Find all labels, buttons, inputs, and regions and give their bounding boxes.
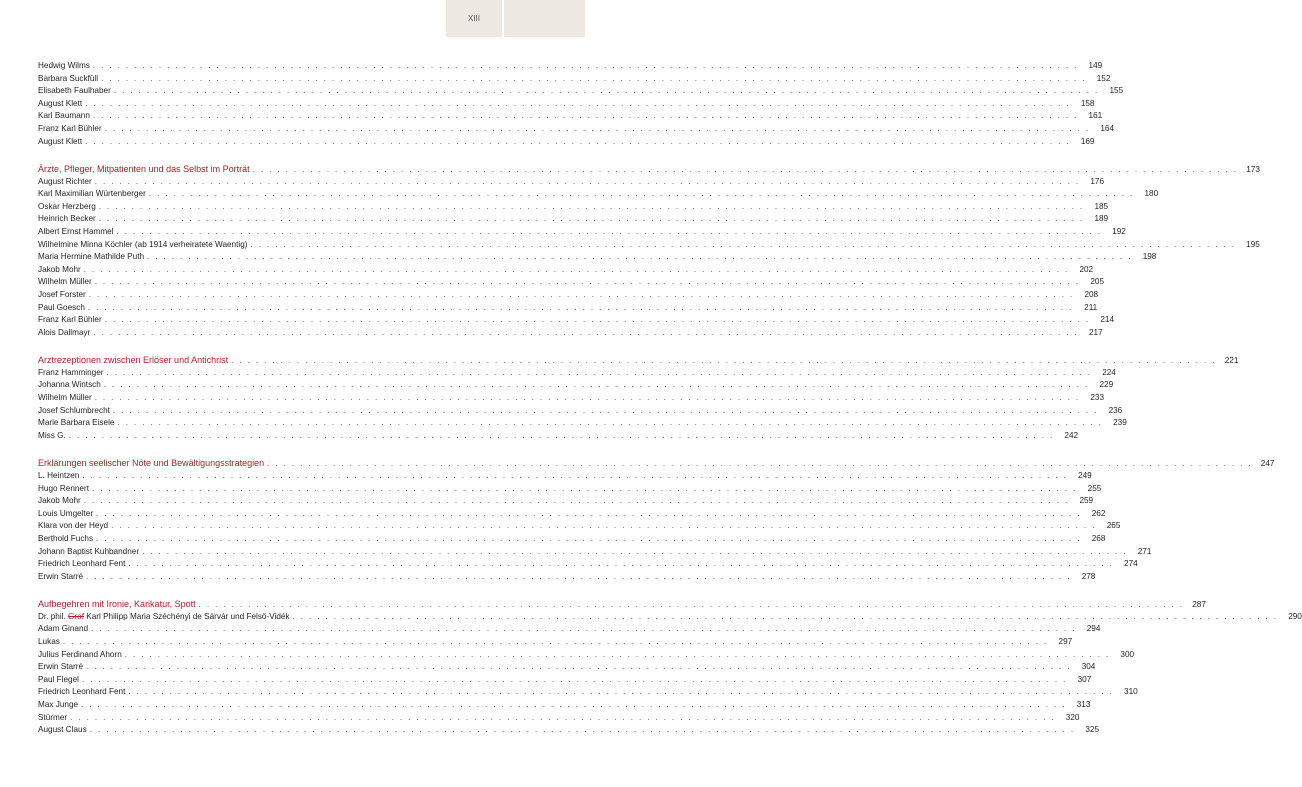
toc-entry-title: Erwin Starré — [38, 571, 84, 581]
toc-entry-page: 149 — [1088, 61, 1103, 70]
toc-entry-page: 192 — [1112, 227, 1126, 237]
toc-entry[interactable] — [38, 302, 1098, 315]
toc-entry-page: 255 — [1087, 483, 1102, 493]
toc-entry[interactable] — [38, 85, 1124, 98]
toc-entry-title — [38, 611, 293, 624]
dot-leader: . . . . . . . . . . . . . . . . . . . . . . . . . . . . . . . . . . . . . . . . . . . . . . . . . . . . . . . . . . . . . . . . . . . . . . . . . . . . . . . . . . . . . . . . . . . . . . . . . . . . . . . . . . . . . . . . . . . . . . . . — [231, 355, 1217, 365]
toc-entry[interactable] — [38, 623, 1101, 636]
dot-leader: . . . . . . . . . . . . . . . . . . . . . . . . . . . . . . . . . . . . . . . . . . . . . . . . . . . . . . . . . . . . . . . . . . . . . . . . . . . . . . . . . . . . . . . . . . . . . . . . . . . . . . . . . . . . . . . . . . . . . . . . — [116, 227, 1102, 237]
toc-entry-page: 300 — [1120, 649, 1135, 659]
toc-entry-title: Karl Baumann — [38, 111, 90, 121]
toc-entry-page: 274 — [1124, 559, 1138, 569]
toc-entry-page: 307 — [1077, 674, 1092, 684]
toc-entry-page: 297 — [1058, 636, 1073, 646]
dot-leader: . . . . . . . . . . . . . . . . . . . . . . . . . . . . . . . . . . . . . . . . . . . . . . . . . . . . . . . . . . . . . . . . . . . . . . . . . . . . . . . . . . . . . . . . . . . . . . . . . . . . . . . . . . . . . . . . . . . . . . . . — [68, 430, 1055, 440]
toc-section-heading-page: 221 — [1224, 355, 1239, 365]
dot-leader: . . . . . . . . . . . . . . . . . . . . . . . . . . . . . . . . . . . . . . . . . . . . . . . . . . . . . . . . . . . . . . . . . . . . . . . . . . . . . . . . . . . . . . . . . . . . . . . . . . . . . . . . . . . . . . . . . . . . . . . . — [96, 508, 1082, 518]
dot-leader: . . . . . . . . . . . . . . . . . . . . . . . . . . . . . . . . . . . . . . . . . . . . . . . . . . . . . . . . . . . . . . . . . . . . . . . . . . . . . . . . . . . . . . . . . . . . . . . . . . . . . . . . . . . . . . . . . . . . . . . . — [91, 624, 1077, 634]
toc-entry-title: Heinrich Becker — [38, 214, 96, 224]
toc-entry-title: Friedrich Leonhard Fent — [38, 687, 126, 697]
toc-entry-title: Maria Hermine Mathilde Puth — [38, 252, 145, 262]
toc-entry-title: Adam Ginand — [38, 624, 89, 634]
toc-entry-title: Miss G. — [38, 430, 66, 440]
toc-entry[interactable] — [38, 327, 1103, 340]
toc-entry[interactable] — [38, 649, 1135, 662]
toc-section-heading[interactable] — [38, 456, 1275, 470]
toc-entry-title: Max Junge — [38, 699, 79, 709]
toc-entry-page: 189 — [1094, 214, 1109, 224]
toc-entry[interactable] — [38, 276, 1105, 289]
toc-entry-title: Julius Ferdinand Ahorn — [38, 649, 122, 659]
toc-entry[interactable] — [38, 611, 1302, 624]
toc-entry-title: Wilhelm Müller — [38, 277, 92, 287]
toc-entry-title: Wilhelm Müller — [38, 393, 92, 403]
toc-entry[interactable] — [38, 264, 1094, 277]
toc-entry-title: Albert Ernst Hammel — [38, 227, 114, 237]
dot-leader: . . . . . . . . . . . . . . . . . . . . . . . . . . . . . . . . . . . . . . . . . . . . . . . . . . . . . . . . . . . . . . . . . . . . . . . . . . . . . . . . . . . . . . . . . . . . . . . . . . . . . . . . . . . . . . . . . . . . . . . . — [111, 521, 1097, 531]
toc-entry-title: Paul Flegel — [38, 674, 79, 684]
dot-leader: . . . . . . . . . . . . . . . . . . . . . . . . . . . . . . . . . . . . . . . . . . . . . . . . . . . . . . . . . . . . . . . . . . . . . . . . . . . . . . . . . . . . . . . . . . . . . . . . . . . . . . . . . . . . . . . . . . . . . . . . — [70, 712, 1056, 722]
toc-entry-title: Josef Schlumbrecht — [38, 405, 110, 415]
toc-entry-title: August Klett — [38, 98, 83, 108]
dot-leader: . . . . . . . . . . . . . . . . . . . . . . . . . . . . . . . . . . . . . . . . . . . . . . . . . . . . . . . . . . . . . . . . . . . . . . . . . . . . . . . . . . . . . . . . . . . . . . . . . . . . . . . . . . . . . . . . . . . . . . . . — [92, 111, 1079, 121]
toc-entry-title: Klara von der Heyd — [38, 521, 109, 531]
toc-entry-title: Wilhelmine Minna Köchler (ab 1914 verheiratete Waentig) — [38, 239, 248, 249]
dot-leader: . . . . . . . . . . . . . . . . . . . . . . . . . . . . . . . . . . . . . . . . . . . . . . . . . . . . . . . . . . . . . . . . . . . . . . . . . . . . . . . . . . . . . . . . . . . . . . . . . . . . . . . . . . . . . . . . . . . . . . . . — [117, 418, 1103, 428]
toc-entry[interactable] — [38, 724, 1100, 737]
toc-entry-page: 262 — [1091, 508, 1106, 518]
dot-leader: . . . . . . . . . . . . . . . . . . . . . . . . . . . . . . . . . . . . . . . . . . . . . . . . . . . . . . . . . . . . . . . . . . . . . . . . . . . . . . . . . . . . . . . . . . . . . . . . . . . . . . . . . . . . . . . . . . . . . . . . — [292, 611, 1278, 621]
toc-entry-page: 214 — [1100, 315, 1115, 325]
toc-entry[interactable] — [38, 533, 1106, 546]
toc-entry-page: 211 — [1084, 302, 1098, 312]
toc-entry-page: 169 — [1080, 136, 1095, 146]
toc-section-heading-title: Erklärungen seelischer Nöte und Bewältigungsstrategien — [38, 457, 265, 468]
toc-entry-title: Karl Maximilian Würtenberger — [38, 189, 146, 199]
toc-entry[interactable] — [38, 558, 1138, 571]
toc-entry[interactable] — [38, 571, 1096, 584]
dot-leader: . . . . . . . . . . . . . . . . . . . . . . . . . . . . . . . . . . . . . . . . . . . . . . . . . . . . . . . . . . . . . . . . . . . . . . . . . . . . . . . . . . . . . . . . . . . . . . . . . . . . . . . . . . . . . . . . . . . . . . . . — [83, 496, 1070, 506]
toc-entry-page: 259 — [1079, 496, 1094, 506]
dot-leader: . . . . . . . . . . . . . . . . . . . . . . . . . . . . . . . . . . . . . . . . . . . . . . . . . . . . . . . . . . . . . . . . . . . . . . . . . . . . . . . . . . . . . . . . . . . . . . . . . . . . . . . . . . . . . . . . . . . . . . . . — [198, 599, 1184, 609]
toc-entry-page: 185 — [1094, 201, 1109, 211]
toc-section-heading-page: 173 — [1246, 164, 1260, 174]
toc-entry[interactable] — [38, 417, 1127, 430]
toc-entry-title: Hugo Rennert — [38, 483, 89, 493]
toc-section-heading-title: Arztrezeptionen zwischen Erlöser und Antichrist — [38, 354, 229, 365]
toc-section-heading-page: 287 — [1192, 599, 1206, 609]
dot-leader: . . . . . . . . . . . . . . . . . . . . . . . . . . . . . . . . . . . . . . . . . . . . . . . . . . . . . . . . . . . . . . . . . . . . . . . . . . . . . . . . . . . . . . . . . . . . . . . . . . . . . . . . . . . . . . . . . . . . . . . . — [82, 470, 1068, 480]
toc-entry[interactable] — [38, 314, 1115, 327]
toc-entry[interactable] — [38, 470, 1092, 483]
toc-entry[interactable] — [38, 60, 1103, 73]
toc-entry-title: Marie Barbara Eisele — [38, 418, 115, 428]
toc-entry[interactable] — [38, 483, 1102, 496]
toc-entry-title: Hedwig Wilms — [38, 61, 90, 70]
dot-leader: . . . . . . . . . . . . . . . . . . . . . . . . . . . . . . . . . . . . . . . . . . . . . . . . . . . . . . . . . . . . . . . . . . . . . . . . . . . . . . . . . . . . . . . . . . . . . . . . . . . . . . . . . . . . . . . . . . . . . . . . — [93, 327, 1079, 337]
toc-entry-title: August Richter — [38, 176, 92, 186]
toc-section-heading[interactable] — [38, 162, 1260, 176]
toc-entry-page: 158 — [1080, 98, 1095, 108]
toc-entry-page: 313 — [1076, 699, 1091, 709]
toc-entry-page: 152 — [1096, 73, 1111, 83]
toc-entry-page: 217 — [1088, 327, 1103, 337]
dot-leader: . . . . . . . . . . . . . . . . . . . . . . . . . . . . . . . . . . . . . . . . . . . . . . . . . . . . . . . . . . . . . . . . . . . . . . . . . . . . . . . . . . . . . . . . . . . . . . . . . . . . . . . . . . . . . . . . . . . . . . . . — [89, 725, 1076, 735]
dot-leader: . . . . . . . . . . . . . . . . . . . . . . . . . . . . . . . . . . . . . . . . . . . . . . . . . . . . . . . . . . . . . . . . . . . . . . . . . . . . . . . . . . . . . . . . . . . . . . . . . . . . . . . . . . . . . . . . . . . . . . . . — [98, 214, 1085, 224]
toc-entry[interactable] — [38, 392, 1105, 405]
toc-entry-page: 208 — [1084, 290, 1099, 299]
toc-entry[interactable] — [38, 430, 1079, 443]
toc-entry-page: 320 — [1065, 712, 1080, 722]
dot-leader: . . . . . . . . . . . . . . . . . . . . . . . . . . . . . . . . . . . . . . . . . . . . . . . . . . . . . . . . . . . . . . . . . . . . . . . . . . . . . . . . . . . . . . . . . . . . . . . . . . . . . . . . . . . . . . . . . . . . . . . . — [85, 136, 1071, 146]
dot-leader: . . . . . . . . . . . . . . . . . . . . . . . . . . . . . . . . . . . . . . . . . . . . . . . . . . . . . . . . . . . . . . . . . . . . . . . . . . . . . . . . . . . . . . . . . . . . . . . . . . . . . . . . . . . . . . . . . . . . . . . . — [81, 699, 1067, 709]
dot-leader: . . . . . . . . . . . . . . . . . . . . . . . . . . . . . . . . . . . . . . . . . . . . . . . . . . . . . . . . . . . . . . . . . . . . . . . . . . . . . . . . . . . . . . . . . . . . . . . . . . . . . . . . . . . . . . . . . . . . . . . . — [103, 380, 1090, 390]
dot-leader: . . . . . . . . . . . . . . . . . . . . . . . . . . . . . . . . . . . . . . . . . . . . . . . . . . . . . . . . . . . . . . . . . . . . . . . . . . . . . . . . . . . . . . . . . . . . . . . . . . . . . . . . . . . . . . . . . . . . . . . . — [88, 290, 1075, 299]
dot-leader: . . . . . . . . . . . . . . . . . . . . . . . . . . . . . . . . . . . . . . . . . . . . . . . . . . . . . . . . . . . . . . . . . . . . . . . . . . . . . . . . . . . . . . . . . . . . . . . . . . . . . . . . . . . . . . . . . . . . . . . . — [83, 264, 1070, 274]
toc-entry-title: August Klett — [38, 136, 83, 146]
toc-entry[interactable] — [38, 289, 1099, 302]
toc-entry[interactable] — [38, 251, 1157, 264]
toc-entry[interactable] — [38, 520, 1121, 533]
dot-leader: . . . . . . . . . . . . . . . . . . . . . . . . . . . . . . . . . . . . . . . . . . . . . . . . . . . . . . . . . . . . . . . . . . . . . . . . . . . . . . . . . . . . . . . . . . . . . . . . . . . . . . . . . . . . . . . . . . . . . . . . — [104, 123, 1091, 133]
toc-entry-page: 242 — [1064, 430, 1079, 440]
toc-section-heading-title: Ärzte, Pfleger, Mitpatienten und das Selbst im Porträt — [38, 163, 250, 174]
toc-entry[interactable] — [38, 495, 1094, 508]
toc-entry-page: 325 — [1085, 725, 1100, 735]
dot-leader: . . . . . . . . . . . . . . . . . . . . . . . . . . . . . . . . . . . . . . . . . . . . . . . . . . . . . . . . . . . . . . . . . . . . . . . . . . . . . . . . . . . . . . . . . . . . . . . . . . . . . . . . . . . . . . . . . . . . . . . . — [62, 636, 1049, 646]
toc-entry[interactable] — [38, 188, 1159, 201]
toc-entry-title: L. Heintzen — [38, 470, 80, 480]
toc-entry-page: 310 — [1124, 687, 1138, 697]
toc-entry-page: 278 — [1081, 571, 1096, 581]
dot-leader: . . . . . . . . . . . . . . . . . . . . . . . . . . . . . . . . . . . . . . . . . . . . . . . . . . . . . . . . . . . . . . . . . . . . . . . . . . . . . . . . . . . . . . . . . . . . . . . . . . . . . . . . . . . . . . . . . . . . . . . . — [112, 405, 1099, 415]
toc-entry-title: August Claus — [38, 725, 87, 735]
toc-entry[interactable] — [38, 405, 1123, 418]
toc-entry[interactable] — [38, 176, 1105, 189]
dot-leader: . . . . . . . . . . . . . . . . . . . . . . . . . . . . . . . . . . . . . . . . . . . . . . . . . . . . . . . . . . . . . . . . . . . . . . . . . . . . . . . . . . . . . . . . . . . . . . . . . . . . . . . . . . . . . . . . . . . . . . . . — [86, 571, 1072, 581]
page-number: XIII — [467, 14, 480, 23]
toc-entry-page: 180 — [1144, 189, 1159, 199]
dot-leader: . . . . . . . . . . . . . . . . . . . . . . . . . . . . . . . . . . . . . . . . . . . . . . . . . . . . . . . . . . . . . . . . . . . . . . . . . . . . . . . . . . . . . . . . . . . . . . . . . . . . . . . . . . . . . . . . . . . . . . . . — [85, 98, 1071, 108]
toc-entry-page: 290 — [1288, 611, 1302, 621]
dot-leader: . . . . . . . . . . . . . . . . . . . . . . . . . . . . . . . . . . . . . . . . . . . . . . . . . . . . . . . . . . . . . . . . . . . . . . . . . . . . . . . . . . . . . . . . . . . . . . . . . . . . . . . . . . . . . . . . . . . . . . . . — [87, 302, 1074, 312]
toc-entry[interactable] — [38, 73, 1111, 86]
toc-entry-title: Oskar Herzberg — [38, 201, 96, 211]
toc-entry-title: Friedrich Leonhard Fent — [38, 559, 126, 569]
toc-entry-page: 195 — [1246, 239, 1260, 249]
toc-entry[interactable] — [38, 636, 1073, 649]
dot-leader: . . . . . . . . . . . . . . . . . . . . . . . . . . . . . . . . . . . . . . . . . . . . . . . . . . . . . . . . . . . . . . . . . . . . . . . . . . . . . . . . . . . . . . . . . . . . . . . . . . . . . . . . . . . . . . . . . . . . . . . . — [148, 189, 1135, 199]
toc-entry-title: Lukas — [38, 636, 60, 646]
dot-leader: . . . . . . . . . . . . . . . . . . . . . . . . . . . . . . . . . . . . . . . . . . . . . . . . . . . . . . . . . . . . . . . . . . . . . . . . . . . . . . . . . . . . . . . . . . . . . . . . . . . . . . . . . . . . . . . . . . . . . . . . — [106, 367, 1092, 377]
dot-leader: . . . . . . . . . . . . . . . . . . . . . . . . . . . . . . . . . . . . . . . . . . . . . . . . . . . . . . . . . . . . . . . . . . . . . . . . . . . . . . . . . . . . . . . . . . . . . . . . . . . . . . . . . . . . . . . . . . . . . . . . — [94, 176, 1081, 186]
toc-entry-page: 198 — [1142, 252, 1157, 262]
toc-entry-page: 294 — [1086, 624, 1101, 634]
toc-entry[interactable] — [38, 712, 1080, 725]
dot-leader: . . . . . . . . . . . . . . . . . . . . . . . . . . . . . . . . . . . . . . . . . . . . . . . . . . . . . . . . . . . . . . . . . . . . . . . . . . . . . . . . . . . . . . . . . . . . . . . . . . . . . . . . . . . . . . . . . . . . . . . . — [142, 546, 1128, 556]
dot-leader: . . . . . . . . . . . . . . . . . . . . . . . . . . . . . . . . . . . . . . . . . . . . . . . . . . . . . . . . . . . . . . . . . . . . . . . . . . . . . . . . . . . . . . . . . . . . . . . . . . . . . . . . . . . . . . . . . . . . . . . . — [98, 201, 1085, 211]
dot-leader: . . . . . . . . . . . . . . . . . . . . . . . . . . . . . . . . . . . . . . . . . . . . . . . . . . . . . . . . . . . . . . . . . . . . . . . . . . . . . . . . . . . . . . . . . . . . . . . . . . . . . . . . . . . . . . . . . . . . . . . . — [124, 649, 1111, 659]
toc-entry-title: Jakob Mohr — [38, 496, 81, 506]
toc-entry-page: 176 — [1090, 176, 1105, 186]
dot-leader: . . . . . . . . . . . . . . . . . . . . . . . . . . . . . . . . . . . . . . . . . . . . . . . . . . . . . . . . . . . . . . . . . . . . . . . . . . . . . . . . . . . . . . . . . . . . . . . . . . . . . . . . . . . . . . . . . . . . . . . . — [128, 559, 1114, 569]
toc-entry-title: Elisabeth Faulhaber — [38, 86, 111, 96]
dot-leader: . . . . . . . . . . . . . . . . . . . . . . . . . . . . . . . . . . . . . . . . . . . . . . . . . . . . . . . . . . . . . . . . . . . . . . . . . . . . . . . . . . . . . . . . . . . . . . . . . . . . . . . . . . . . . . . . . . . . . . . . — [252, 164, 1238, 174]
dot-leader: . . . . . . . . . . . . . . . . . . . . . . . . . . . . . . . . . . . . . . . . . . . . . . . . . . . . . . . . . . . . . . . . . . . . . . . . . . . . . . . . . . . . . . . . . . . . . . . . . . . . . . . . . . . . . . . . . . . . . . . . — [101, 73, 1087, 83]
toc-entry-title: Johann Baptist Kuhbandner — [38, 546, 140, 556]
toc-entry-page: 161 — [1088, 111, 1103, 121]
toc-section-heading[interactable] — [38, 353, 1239, 367]
toc-entry[interactable] — [38, 674, 1092, 687]
struck-word: Graf — [68, 611, 84, 621]
toc-entry-title: Barbara Suckfüll — [38, 73, 99, 83]
toc-entry[interactable] — [38, 110, 1103, 123]
toc-entry-page: 239 — [1113, 418, 1127, 428]
toc-entry-page: 271 — [1137, 546, 1152, 556]
dot-leader: . . . . . . . . . . . . . . . . . . . . . . . . . . . . . . . . . . . . . . . . . . . . . . . . . . . . . . . . . . . . . . . . . . . . . . . . . . . . . . . . . . . . . . . . . . . . . . . . . . . . . . . . . . . . . . . . . . . . . . . . — [250, 239, 1236, 249]
toc-section-heading[interactable] — [38, 597, 1206, 611]
toc-entry-title: Jakob Mohr — [38, 264, 81, 274]
dot-leader: . . . . . . . . . . . . . . . . . . . . . . . . . . . . . . . . . . . . . . . . . . . . . . . . . . . . . . . . . . . . . . . . . . . . . . . . . . . . . . . . . . . . . . . . . . . . . . . . . . . . . . . . . . . . . . . . . . . . . . . . — [86, 662, 1072, 672]
dot-leader: . . . . . . . . . . . . . . . . . . . . . . . . . . . . . . . . . . . . . . . . . . . . . . . . . . . . . . . . . . . . . . . . . . . . . . . . . . . . . . . . . . . . . . . . . . . . . . . . . . . . . . . . . . . . . . . . . . . . . . . . — [113, 86, 1100, 96]
toc-entry-page: 155 — [1109, 86, 1124, 96]
toc-entry-title: Paul Goesch — [38, 302, 85, 312]
toc-entry-page: 265 — [1106, 521, 1121, 531]
toc-entry-page: 164 — [1100, 123, 1115, 133]
toc-entry[interactable] — [38, 546, 1152, 559]
toc-entry-page: 249 — [1078, 470, 1092, 480]
toc-entry[interactable] — [38, 508, 1106, 521]
dot-leader: . . . . . . . . . . . . . . . . . . . . . . . . . . . . . . . . . . . . . . . . . . . . . . . . . . . . . . . . . . . . . . . . . . . . . . . . . . . . . . . . . . . . . . . . . . . . . . . . . . . . . . . . . . . . . . . . . . . . . . . . — [104, 315, 1091, 325]
title-rest: Karl Philipp Maria Széchényi de Sárvár und Felsö-Vidék — [86, 611, 290, 621]
toc-entry-title: Louis Umgelter — [38, 508, 94, 518]
dot-leader: . . . . . . . . . . . . . . . . . . . . . . . . . . . . . . . . . . . . . . . . . . . . . . . . . . . . . . . . . . . . . . . . . . . . . . . . . . . . . . . . . . . . . . . . . . . . . . . . . . . . . . . . . . . . . . . . . . . . . . . . — [91, 483, 1078, 493]
toc-entry-page: 268 — [1091, 533, 1106, 543]
toc-entry[interactable] — [38, 98, 1095, 111]
toc-entry[interactable] — [38, 686, 1138, 699]
table-of-contents — [38, 60, 1302, 737]
toc-entry-page: 202 — [1079, 264, 1094, 274]
toc-entry[interactable] — [38, 379, 1114, 392]
toc-entry-title: Josef Forster — [38, 290, 86, 299]
dot-leader: . . . . . . . . . . . . . . . . . . . . . . . . . . . . . . . . . . . . . . . . . . . . . . . . . . . . . . . . . . . . . . . . . . . . . . . . . . . . . . . . . . . . . . . . . . . . . . . . . . . . . . . . . . . . . . . . . . . . . . . . — [94, 393, 1081, 403]
dot-leader: . . . . . . . . . . . . . . . . . . . . . . . . . . . . . . . . . . . . . . . . . . . . . . . . . . . . . . . . . . . . . . . . . . . . . . . . . . . . . . . . . . . . . . . . . . . . . . . . . . . . . . . . . . . . . . . . . . . . . . . . — [81, 674, 1068, 684]
toc-entry-title: Franz Hamminger — [38, 367, 104, 377]
toc-entry-title: Stürmer — [38, 712, 68, 722]
toc-entry[interactable] — [38, 136, 1095, 149]
toc-entry[interactable] — [38, 123, 1115, 136]
toc-entry-page: 304 — [1081, 662, 1096, 672]
toc-entry-page: 229 — [1099, 380, 1114, 390]
toc-entry-title: Alois Dallmayr — [38, 327, 91, 337]
toc-entry-title: Berthold Fuchs — [38, 533, 94, 543]
toc-entry-page: 224 — [1102, 367, 1116, 377]
toc-entry-title: Johanna Wintsch — [38, 380, 101, 390]
toc-entry[interactable] — [38, 661, 1096, 674]
toc-entry[interactable] — [38, 367, 1116, 380]
toc-entry-title: Franz Karl Bühler — [38, 123, 102, 133]
dot-leader: . . . . . . . . . . . . . . . . . . . . . . . . . . . . . . . . . . . . . . . . . . . . . . . . . . . . . . . . . . . . . . . . . . . . . . . . . . . . . . . . . . . . . . . . . . . . . . . . . . . . . . . . . . . . . . . . . . . . . . . . — [96, 533, 1082, 543]
toc-entry-page: 205 — [1090, 277, 1105, 287]
toc-entry-title: Erwin Starré — [38, 662, 84, 672]
toc-entry[interactable] — [38, 239, 1260, 252]
dot-leader: . . . . . . . . . . . . . . . . . . . . . . . . . . . . . . . . . . . . . . . . . . . . . . . . . . . . . . . . . . . . . . . . . . . . . . . . . . . . . . . . . . . . . . . . . . . . . . . . . . . . . . . . . . . . . . . . . . . . . . . . — [92, 61, 1079, 70]
toc-entry-title: Franz Karl Bühler — [38, 315, 102, 325]
header-tab-right — [504, 0, 585, 37]
dot-leader: . . . . . . . . . . . . . . . . . . . . . . . . . . . . . . . . . . . . . . . . . . . . . . . . . . . . . . . . . . . . . . . . . . . . . . . . . . . . . . . . . . . . . . . . . . . . . . . . . . . . . . . . . . . . . . . . . . . . . . . . — [267, 458, 1253, 468]
toc-section-heading-title: Aufbegehren mit Ironie, Karikatur, Spott — [38, 598, 196, 609]
toc-entry[interactable] — [38, 201, 1109, 214]
toc-entry[interactable] — [38, 213, 1109, 226]
toc-entry-page: 236 — [1108, 405, 1123, 415]
dot-leader: . . . . . . . . . . . . . . . . . . . . . . . . . . . . . . . . . . . . . . . . . . . . . . . . . . . . . . . . . . . . . . . . . . . . . . . . . . . . . . . . . . . . . . . . . . . . . . . . . . . . . . . . . . . . . . . . . . . . . . . . — [128, 687, 1114, 697]
dot-leader: . . . . . . . . . . . . . . . . . . . . . . . . . . . . . . . . . . . . . . . . . . . . . . . . . . . . . . . . . . . . . . . . . . . . . . . . . . . . . . . . . . . . . . . . . . . . . . . . . . . . . . . . . . . . . . . . . . . . . . . . — [94, 277, 1081, 287]
toc-entry-page: 233 — [1090, 393, 1105, 403]
toc-entry[interactable] — [38, 699, 1091, 712]
dot-leader: . . . . . . . . . . . . . . . . . . . . . . . . . . . . . . . . . . . . . . . . . . . . . . . . . . . . . . . . . . . . . . . . . . . . . . . . . . . . . . . . . . . . . . . . . . . . . . . . . . . . . . . . . . . . . . . . . . . . . . . . — [147, 252, 1133, 262]
toc-entry[interactable] — [38, 226, 1126, 239]
toc-section-heading-page: 247 — [1260, 458, 1275, 468]
title-prefix: Dr. phil. — [38, 611, 66, 621]
